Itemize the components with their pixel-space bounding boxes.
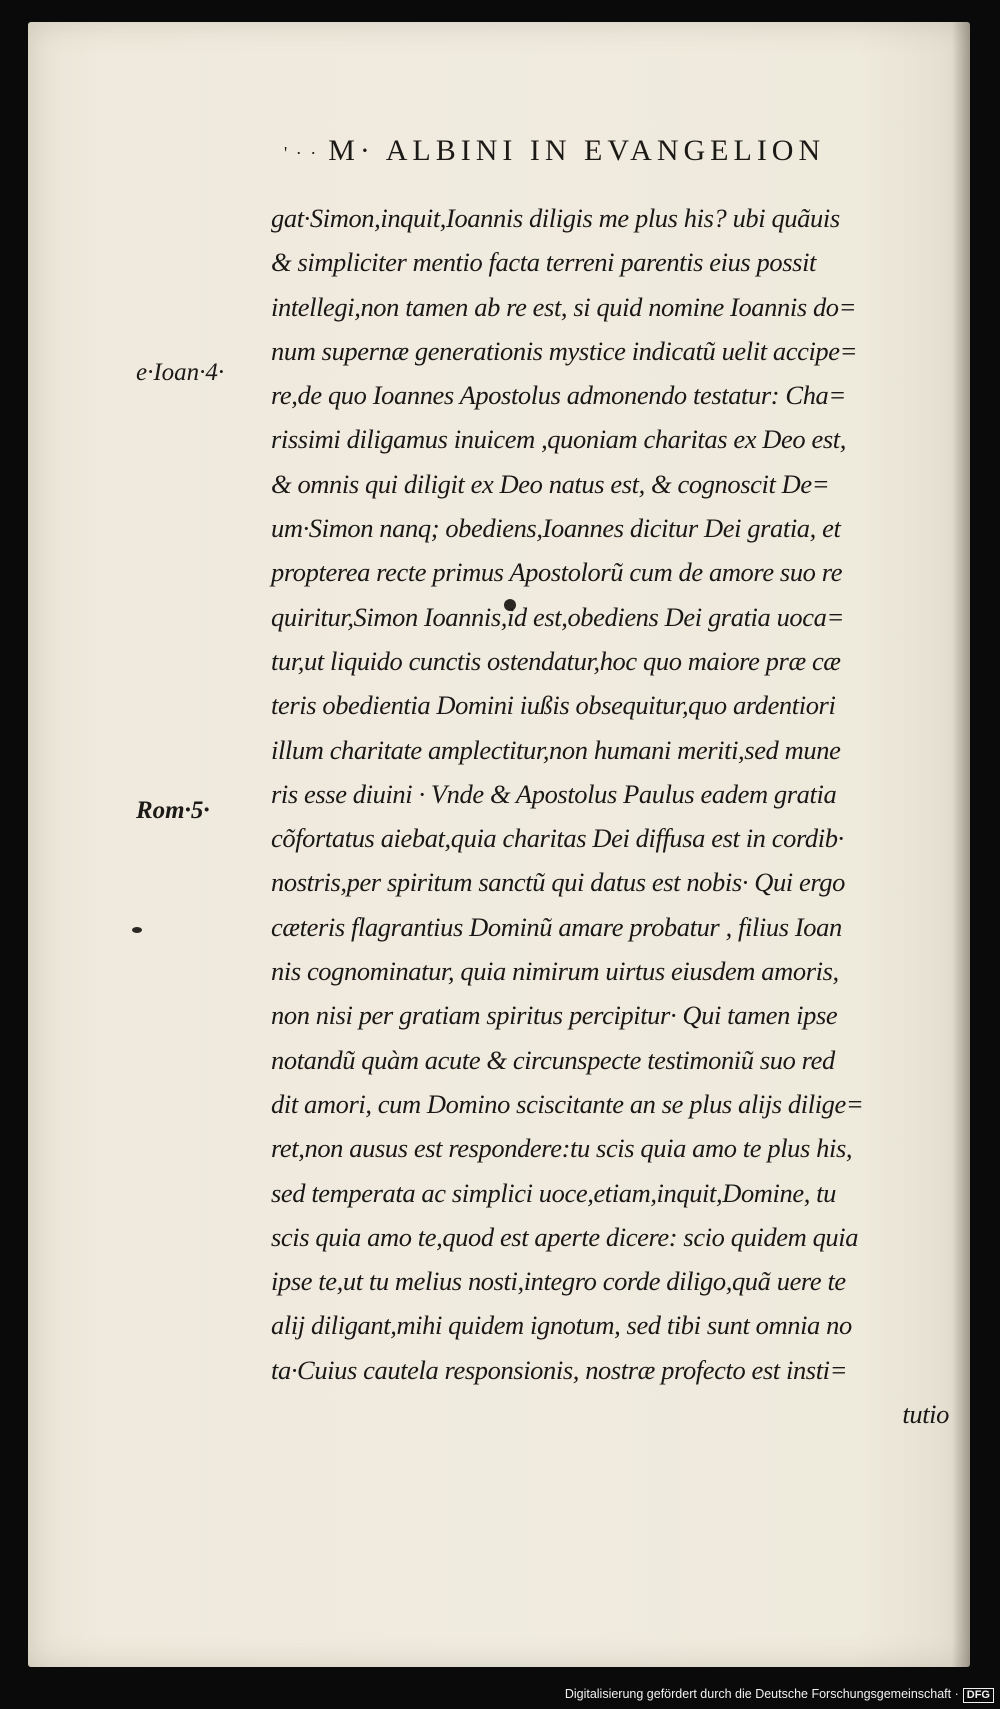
text-line: nis cognominatur, quia nimirum uirtus eiusdem amoris, — [271, 956, 839, 987]
text-line: cæteris flagrantius Dominũ amare probatur , filius Ioan — [271, 911, 842, 942]
text-line: teris obedientia Domini iußis obsequitur,quo ardentiori — [271, 690, 836, 721]
text-line: gat·Simon,inquit,Ioannis diligis me plus his? ubi quãuis — [271, 203, 840, 233]
text-line: notandũ quàm acute & circunspecte testimoniũ suo red — [271, 1044, 835, 1075]
running-head — [284, 134, 924, 168]
text-line: num supernæ generationis mystice indicatũ uelit accipe= — [271, 335, 858, 366]
ink-smudge — [132, 927, 142, 933]
text-line: rissimi diligamus inuicem ,quoniam charitas ex Deo est, — [271, 424, 846, 455]
text-line: ta·Cuius cautela responsionis, nostræ profecto est insti= — [271, 1354, 848, 1385]
text-line: cõfortatus aiebat,quia charitas Dei diffusa est in cordib· — [271, 823, 844, 854]
digitization-credit — [565, 1687, 994, 1703]
text-line: intellegi,non tamen ab re est, si quid nomine Ioannis do= — [271, 291, 857, 322]
text-line: ret,non ausus est respondere:tu scis quia amo te plus his, — [271, 1133, 853, 1164]
dfg-logo: DFG — [963, 1688, 994, 1703]
text-line: tur,ut liquido cunctis ostendatur,hoc quo maiore præ cæ — [271, 645, 841, 676]
text-line: sed temperata ac simplici uoce,etiam,inquit,Domine, tu — [271, 1177, 836, 1208]
running-head-title: M· ALBINI IN EVANGELION — [328, 134, 826, 167]
catchword: tutio — [902, 1399, 949, 1430]
text-line: & simpliciter mentio facta terreni parentis eius possit — [271, 247, 817, 278]
text-line: & omnis qui diligit ex Deo natus est, & cognoscit De= — [271, 468, 830, 499]
text-line: illum charitate amplectitur,non humani meriti,sed mune — [271, 734, 841, 765]
text-line: scis quia amo te,quod est aperte dicere: scio quidem quia — [271, 1221, 859, 1252]
credit-text: Digitalisierung gefördert durch die Deutsche Forschungsgemeinschaft · — [564, 1687, 959, 1701]
text-line: non nisi per gratiam spiritus percipitur· Qui tamen ipse — [271, 1000, 838, 1031]
margin-note-ioan: e·Ioan·4· — [136, 359, 225, 386]
body-text — [271, 196, 961, 1436]
margin-note-rom: Rom·5· — [136, 797, 210, 824]
text-line: ipse te,ut tu melius nosti,integro corde diligo,quã uere te — [271, 1266, 846, 1297]
text-line: alij diligant,mihi quidem ignotum, sed tibi sunt omnia no — [271, 1310, 852, 1341]
text-line: quiritur,Simon Ioannis,id est,obediens Dei gratia uoca= — [271, 601, 844, 632]
head-marks: ' · · — [284, 142, 319, 163]
text-line: um·Simon nanq; obediens,Ioannes dicitur Dei gratia, et — [271, 513, 841, 544]
text-line: propterea recte primus Apostolorũ cum de amore suo re — [271, 557, 843, 588]
text-line: re,de quo Ioannes Apostolus admonendo testatur: Cha= — [271, 380, 846, 411]
text-line: ris esse diuini · Vnde & Apostolus Paulus eadem gratia — [271, 778, 837, 809]
text-line: nostris,per spiritum sanctũ qui datus est nobis· Qui ergo — [271, 867, 845, 898]
text-line: dit amori, cum Domino sciscitante an se plus alijs dilige= — [271, 1088, 864, 1119]
book-page — [28, 22, 970, 1667]
